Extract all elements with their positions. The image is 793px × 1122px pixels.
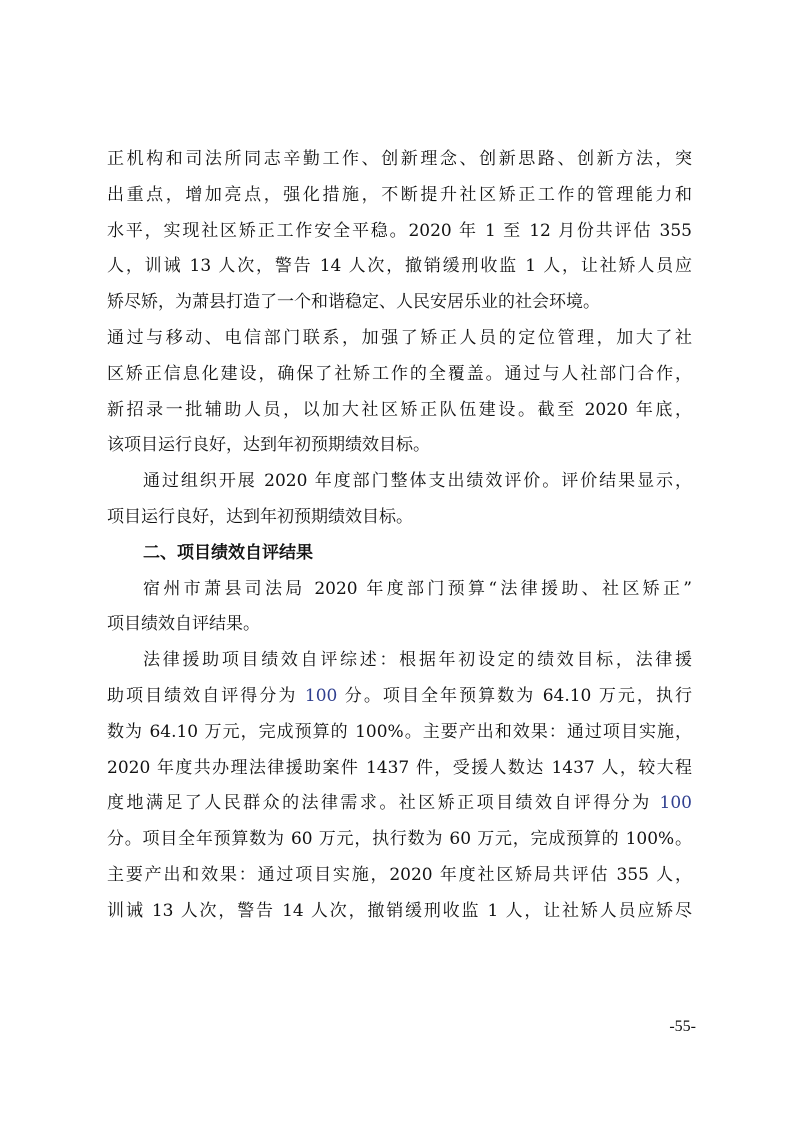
text-line: 宿州市萧县司法局 2020 年度部门预算“法律援助、社区矫正”: [143, 578, 692, 599]
text-line: 水平，实现社区矫正工作安全平稳。2020 年 1 至 12 月份共评估 355: [107, 220, 692, 241]
text-segment: 分。项目全年预算数为 64.10 万元，执行: [337, 685, 692, 706]
document-body: [107, 142, 692, 930]
text-line: 新招录一批辅助人员，以加大社区矫正队伍建设。截至 2020 年底，: [107, 399, 692, 420]
text-segment: 助项目绩效自评得分为: [107, 685, 305, 706]
paragraph-evaluation-result: [107, 464, 692, 536]
page-number: -55-: [669, 1018, 696, 1035]
paragraph-legal-aid-results: [107, 643, 692, 929]
text-line: 人，训诫 13 人次，警告 14 人次，撤销缓刑收监 1 人，让社矫人员应: [107, 256, 692, 277]
text-line: 通过与移动、电信部门联系，加强了矫正人员的定位管理，加大了社: [107, 327, 692, 348]
paragraph-community-correction-summary: [107, 142, 692, 464]
text-line: 矫尽矫，为萧县打造了一个和谐稳定、人民安居乐业的社会环境。: [107, 292, 600, 313]
score-value: 100: [659, 793, 692, 814]
text-line: 数为 64.10 万元，完成预算的 100%。主要产出和效果：通过项目实施，: [107, 721, 692, 742]
score-value: 100: [304, 685, 338, 706]
text-line: 2020 年度共办理法律援助案件 1437 件，受援人数达 1437 人，较大程: [107, 757, 692, 778]
paragraph-self-evaluation-intro: [107, 572, 692, 644]
text-line: 正机构和司法所同志辛勤工作、创新理念、创新思路、创新方法，突: [107, 149, 692, 169]
text-line: 通过组织开展 2020 年度部门整体支出绩效评价。评价结果显示，: [143, 471, 692, 492]
text-line: 区矫正信息化建设，确保了社矫工作的全覆盖。通过与人社部门合作，: [107, 363, 692, 384]
text-line: 项目绩效自评结果。: [107, 614, 260, 635]
text-line: 项目运行良好，达到年初预期绩效目标。: [107, 506, 413, 527]
text-line: 该项目运行良好，达到年初预期绩效目标。: [107, 435, 430, 456]
section-heading: 二、项目绩效自评结果: [143, 542, 313, 563]
text-line: 主要产出和效果：通过项目实施，2020 年度社区矫局共评估 355 人，: [107, 864, 692, 885]
text-line: [107, 679, 692, 715]
text-segment: 度地满足了人民群众的法律需求。社区矫正项目绩效自评得分为: [107, 793, 660, 814]
text-line: 出重点，增加亮点，强化措施，不断提升社区矫正工作的管理能力和: [107, 184, 692, 205]
text-line: [107, 786, 692, 822]
text-line: 分。项目全年预算数为 60 万元，执行数为 60 万元，完成预算的 100%。: [107, 829, 692, 850]
text-line: 法律援助项目绩效自评综述：根据年初设定的绩效目标，法律援: [143, 650, 692, 671]
text-line: 训诫 13 人次，警告 14 人次，撤销缓刑收监 1 人，让社矫人员应矫尽: [107, 900, 692, 921]
